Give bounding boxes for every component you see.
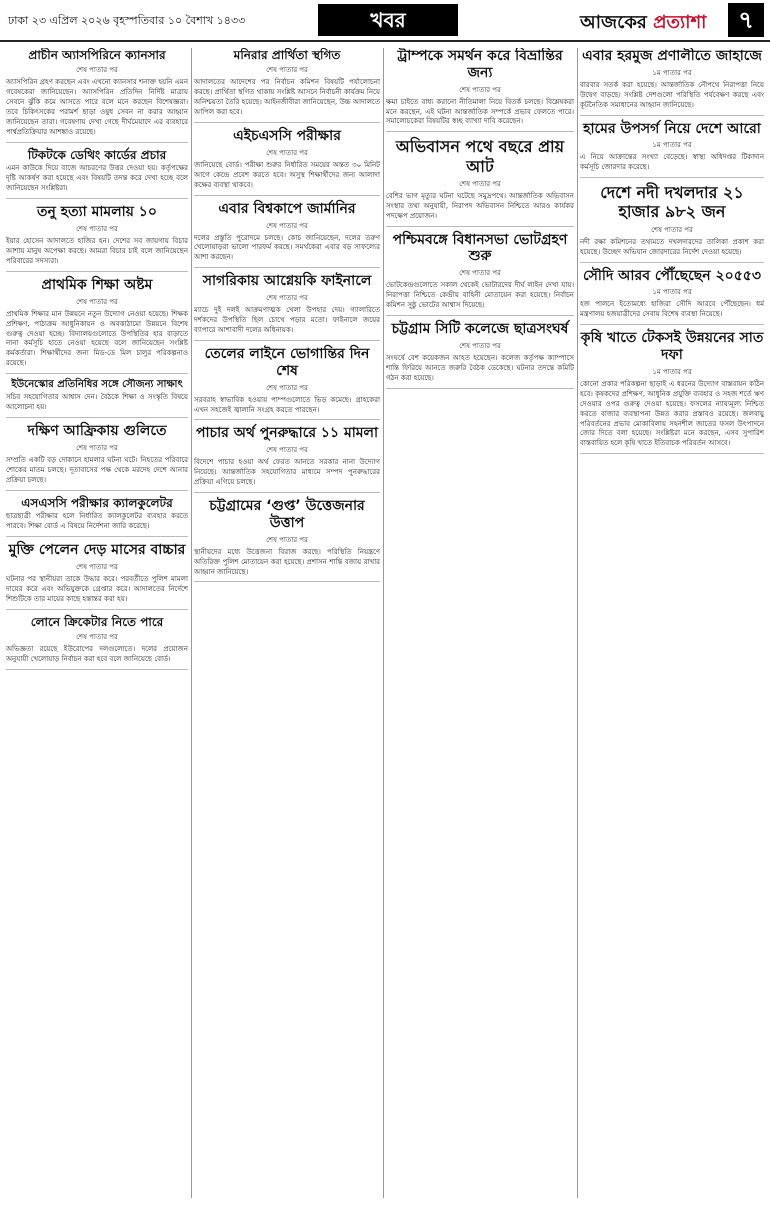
story-body: ভোটকেন্দ্রগুলোতে সকাল থেকেই ভোটারদের দীর্ঘ লাইন দেখা যায়। নিরাপত্তা নিশ্চিতে কেন্দ্রীয় বাহিনী মোতায়েন করা হয়েছে। নির্বাচন কমিশন সুষ্ঠু ভোটের আশ্বাস দিয়েছে। [386,281,574,310]
story-body: প্রাথমিক শিক্ষার মান উন্নয়নে নতুন উদ্যোগ নেওয়া হয়েছে। শিক্ষক প্রশিক্ষণ, পাঠ্যক্রম আধুনিকায়ন ও অবকাঠামো উন্নয়নে বিশেষ গুরুত্ব দেওয়া হচ্ছে। বিদ্যালয়গুলোতে উপস্থিতির হার বাড়াতে নানা কর্মসূচি হাতে নেওয়া হয়েছে বলে জানিয়েছেন সংশ্লিষ্ট কর্মকর্তারা। শিক্ষার্থীদের জন্য মিড-ডে মিল চালুর পরিকল্পনাও রয়েছে। [6,309,188,368]
story-body: হজ পালনে ইতোমধ্যে হাজিরা সৌদি আরবে পৌঁছেছেন। ধর্ম মন্ত্রণালয় হজযাত্রীদের সেবায় বিশেষ ব্যবস্থা নিয়েছে। [580,300,764,319]
headline: ট্রাম্পকে সমর্থন করে বিভ্রান্তির জন্য [397,48,563,81]
story-body: কোনো প্রকার পরিকল্পনা ছাড়াই এ ধরনের উদ্যোগ বাস্তবায়ন কঠিন হবে। কৃষকদের প্রশিক্ষণ, আধুনিক প্রযুক্তি ব্যবহার ও সহজ শর্তে ঋণ দেওয়ার ওপর গুরুত্ব দেওয়া হয়েছে। ফসলের ন্যায্যমূল্য নিশ্চিত করতে বাজার ব্যবস্থাপনা উন্নত করার প্রস্তাবও রয়েছে। জলবায়ু পরিবর্তনের প্রভাব মোকাবিলায় সহনশীল জাতের ফসল উৎপাদনে জোর দিতে বলা হয়েছে। সংশ্লিষ্টরা মনে করছেন, এসব সুপারিশ বাস্তবায়িত হলে কৃষি খাতে ইতিবাচক পরিবর্তন আসবে। [580,379,764,448]
story-body: দলের প্রস্তুতি পুরোদমে চলছে। কোচ জানিয়েছেন, দলের তরুণ খেলোয়াড়রা ভালো পারফর্ম করছে। সমর্থকেরা এবার বড় সাফল্যের আশা করছেন। [194,233,380,262]
byline: শেষ পাতার পর [459,85,501,94]
story-hajj-saudi [580,268,764,326]
story-unesco [6,379,188,418]
story-germany-worldcup [194,201,380,269]
story-south-africa [6,423,188,491]
section-title: খবর [318,4,458,36]
headline: তনু হত্যা মামলায় ১০ [37,204,157,221]
story-city-college-clash [386,321,574,389]
story-hsc-exam [194,128,380,196]
headline: তেলের লাইনে ভোগান্তির দিন শেষ [204,345,370,379]
headline: সৌদি আরব পৌঁছেছেন ২০৫৫৩ [583,267,761,284]
headline: এবার হরমুজ প্রণালীতে জাহাজে [582,48,762,64]
headline: ইউনেস্কোর প্রতিনিধির সঙ্গে সৌজন্য সাক্ষাৎ [11,379,183,391]
masthead [0,0,770,42]
headline: দক্ষিণ আফ্রিকায় গুলিতে [27,423,167,440]
column-1 [6,48,188,1198]
byline: শেষ পাতার পর [76,225,118,234]
byline: শেষ পাতার পর [459,341,501,350]
story-sagarika-final [194,273,380,341]
byline: শেষ পাতার পর [76,66,118,75]
column-4 [580,48,764,1198]
story-body: নদী রক্ষা কমিশনের তথ্যমতে দখলদারদের তালিকা প্রকাশ করা হয়েছে। উচ্ছেদ অভিযান জোরদারের নির্দেশ দেওয়া হয়েছে। [580,237,764,256]
story-body: ছাত্রছাত্রী পরীক্ষার হলে নির্ধারিত ক্যালকুলেটর ব্যবহার করতে পারবে। শিক্ষা বোর্ড এ বিষয়ে নির্দেশনা জারি করেছে। [6,512,188,531]
headline: পশ্চিমবঙ্গে বিধানসভা ভোটগ্রহণ শুরু [392,231,568,265]
byline: শেষ পাতার পর [76,562,118,571]
byline: শেষ পাতার পর [266,148,308,157]
byline: শেষ পাতার পর [76,443,118,452]
headline: চট্টগ্রাম সিটি কলেজে ছাত্রসংঘর্ষ [391,321,569,337]
story-body: বিদেশে পাচার হওয়া অর্থ ফেরত আনতে সরকার নানা উদ্যোগ নিয়েছে। আন্তর্জাতিক সহযোগিতার মাধ্যমে সম্পদ পুনরুদ্ধারের প্রক্রিয়া এগিয়ে চলছে। [194,458,380,487]
headline: এইচএসসি পরীক্ষার [233,128,341,145]
story-body: সংঘর্ষে বেশ কয়েকজন আহত হয়েছেন। কলেজ কর্তৃপক্ষ ক্যাম্পাসে শান্তি ফিরিয়ে আনতে জরুরি বৈঠক ডেকেছে। ঘটনার তদন্তে কমিটি গঠন করা হয়েছে। [386,353,574,382]
column-divider [383,48,384,1198]
headline: হামের উপসর্গ নিয়ে দেশে আরো [583,120,761,137]
story-tiktok [6,148,188,199]
story-body: স্থানীয়দের মধ্যে উত্তেজনা বিরাজ করছে। পরিস্থিতি নিয়ন্ত্রণে অতিরিক্ত পুলিশ মোতায়েন করা হয়েছে। প্রশাসন শান্তি বজায় রাখার আহ্বান জানিয়েছে। [194,547,380,576]
story-monira-candidacy [194,48,380,123]
story-body: জানিয়েছে বোর্ড। পরীক্ষা শুরুর নির্ধারিত সময়ের অন্তত ৩০ মিনিট আগে কেন্দ্রে প্রবেশ করতে হবে। অসুস্থ শিক্ষার্থীদের জন্য আলাদা কক্ষের ব্যবস্থা থাকবে। [194,160,380,189]
headline: দেশে নদী দখলদার ২১ হাজার ৯৮২ জন [600,183,744,222]
headline: প্রাচীন অ্যাসপিরিনে ক্যানসার [28,48,166,62]
byline: ১ম পাতার পর [652,288,692,297]
story-body: এমন কাউকে দিয়ে বাজে আচরণের উত্তর দেওয়া হয়। কর্তৃপক্ষের দৃষ্টি আকর্ষণ করা হয়েছে এবং বিষয়টি তদন্ত করে দেখা হচ্ছে বলে জানিয়েছেন সংশ্লিষ্টরা। [6,164,188,193]
byline: ১ম পাতার পর [652,141,692,150]
logo-part-1: আজকের [580,12,654,33]
headline: অভিবাসন পথে বছরে প্রায় আট [395,137,565,176]
story-body: সম্প্রতি একটি বড় দোকানে হামলার ঘটনা ঘটে। নিহতের পরিবারে শোকের মাতম চলছে। দূতাবাসের পক্ষ থেকে মরদেহ দেশে আনার প্রক্রিয়া চলছে। [6,455,188,484]
byline: শেষ পাতার পর [651,225,693,234]
story-river-grabbers [580,183,764,262]
story-body: সচিব সহযোগিতার আশ্বাস দেন। বৈঠকে শিক্ষা ও সংস্কৃতি বিষয়ে আলোচনা হয়। [6,393,188,412]
byline: শেষ পাতার পর [76,297,118,306]
story-body: ক্ষমা চাইতে বাধ্য করানো নীতিমালা নিয়ে বিতর্ক চলছে। বিশ্লেষকরা মনে করছেন, এই ঘটনা আন্তর্জাতিক সম্পর্কে প্রভাব ফেলতে পারে। সমালোচকেরা বিষয়টির স্বচ্ছ ব্যাখ্যা দাবি করেছেন। [386,97,574,126]
story-body: ইয়ার হোসেন আদালতে হাজির হন। দেশের সব জায়গায় বিচার আশায় মানুষ অপেক্ষা করছে। আমরা বিচার চাই বলে জানিয়েছেন পরিবারের সদস্যরা। [6,237,188,265]
story-body: বারবার সতর্ক করা হয়েছে। আন্তর্জাতিক নৌপথে নিরাপত্তা নিয়ে উদ্বেগ বাড়ছে। সংশ্লিষ্ট দেশগুলো পরিস্থিতি পর্যবেক্ষণ করছে এবং কূটনৈতিক সমাধানের আহ্বান জানিয়েছে। [580,80,764,109]
story-chattogram-tension [194,498,380,582]
headline: প্রাথমিক শিক্ষা অষ্টম [41,276,153,293]
column-divider [191,48,192,1198]
story-primary-education [6,277,188,374]
headline: সাগরিকায় আগ্নেয়কি ফাইনালে [202,273,372,290]
byline: ১ম পাতার পর [652,367,692,376]
story-body: এ নিয়ে আক্রান্তের সংখ্যা বেড়েছে। স্বাস্থ্য অধিদপ্তর টিকাদান কর্মসূচি জোরদার করেছে। [580,153,764,172]
logo-part-2: প্রত্যাশা [653,12,707,33]
byline: শেষ পাতার পর [266,221,308,230]
headline: কৃষি খাতে টেকসই উন্নয়নের সাত দফা [580,330,764,363]
story-body: ঘটনার পর স্থানীয়রা তাকে উদ্ধার করে। পরবর্তীতে পুলিশ মামলা দায়ের করে এবং অভিযুক্তকে গ্রেপ্তার করে। আদালতের নির্দেশে শিশুটিকে তার মায়ের কাছে হস্তান্তর করা হয়। [6,574,188,603]
story-cricketer-loan [6,615,188,670]
story-fuel-line [194,346,380,420]
headline: টিকটকে ডেথিং কার্ডের প্রচার [27,148,167,163]
story-body: ম্যাচে দুই দলই আক্রমণাত্মক খেলা উপহার দেয়। গ্যালারিতে দর্শকদের উপস্থিতি ছিল চোখে পড়ার মতো। ফাইনালে জয়ের ব্যাপারে আশাবাদী দলের অধিনায়ক। [194,306,380,335]
headline: এসএসসি পরীক্ষার ক্যালকুলেটর [21,495,173,510]
headline: চট্টগ্রামের ‘গুপ্ত’ উত্তেজনার উত্তাপ [209,498,365,531]
story-body: অভিজ্ঞতা রয়েছে ইউরোপের দলগুলোতে। দলের প্রয়োজন অনুযায়ী খেলোয়াড় নির্বাচন করা হবে বলে জানিয়েছে বোর্ড। [6,645,188,663]
story-aspirin-cancer [6,48,188,143]
story-money-laundering [194,425,380,493]
story-tanu-murder [6,204,188,272]
headline: পাচার অর্থ পুনরুদ্ধারে ১১ মামলা [195,425,379,442]
byline: শেষ পাতার পর [459,269,501,278]
column-3 [386,48,574,1198]
page-number: ৭ [728,3,764,37]
column-divider [577,48,578,1198]
column-2 [194,48,380,1198]
byline: শেষ পাতার পর [266,535,308,544]
headline: এবার বিশ্বকাপে জার্মানির [218,200,356,217]
story-body: সরবরাহ স্বাভাবিক হওয়ায় পাম্পগুলোতে ভিড় কমেছে। গ্রাহকেরা এখন সহজেই জ্বালানি সংগ্রহ করতে পারছেন। [194,395,380,414]
story-agriculture [580,330,764,454]
story-trump [386,48,574,132]
newspaper-logo [580,8,706,39]
story-ssc-calculator [6,496,188,537]
headline: লোনে ক্রিকেটার নিতে পারে [30,614,164,629]
byline: শেষ পাতার পর [266,294,308,303]
story-body: অ্যাসপিরিন গ্রহণ করছেন এবং এখনো ক্যানসার শনাক্ত হয়নি এমন গবেষকেরা জানিয়েছেন। অ্যাসপিরিন প্রতিদিন নির্দিষ্ট মাত্রায় সেবনে ঝুঁকি কমে আসতে পারে বলে মনে করছেন বিশেষজ্ঞরা। তবে চিকিৎসকের পরামর্শ ছাড়া ওষুধ সেবন না করার আহ্বান জানিয়েছেন তারা। গবেষণায় দেখা গেছে দীর্ঘমেয়াদে এর ব্যবহারে পার্শ্বপ্রতিক্রিয়ার আশঙ্কাও রয়েছে। [6,78,188,137]
byline: শেষ পাতার পর [266,66,308,75]
byline: শেষ পাতার পর [459,179,501,188]
byline: ১ম পাতার পর [652,68,692,77]
story-hormuz [580,48,764,116]
headline: মনিরার প্রার্থিতা স্থগিত [233,48,341,62]
story-migration [386,137,574,226]
byline: শেষ পাতার পর [76,633,118,641]
byline: শেষ পাতার পর [266,383,308,392]
byline: শেষ পাতার পর [266,446,308,455]
headline: মুক্তি পেলেন দেড় মাসের বাচ্চার [8,542,186,558]
date-line: ঢাকা ২৩ এপ্রিল ২০২৬ বৃহস্পতিবার ১০ বৈশাখ ১৪৩৩ [8,14,246,27]
story-body: বেশির ভাগ মৃত্যুর ঘটনা ঘটেছে সমুদ্রপথে। আন্তর্জাতিক অভিবাসন সংস্থার তথ্য অনুযায়ী, নিরাপদ অভিবাসন নিশ্চিতে আরও কার্যকর পদক্ষেপ প্রয়োজন। [386,191,574,220]
story-west-bengal-election [386,232,574,316]
story-measles [580,121,764,179]
story-baby-freed [6,542,188,610]
story-body: আদালতের আদেশের পর নির্বাচন কমিশন বিষয়টি পর্যালোচনা করছে। প্রার্থিতা স্থগিত থাকায় সংশ্লিষ্ট আসনে নির্বাচনী কার্যক্রম নিয়ে অনিশ্চয়তা তৈরি হয়েছে। আইনজীবীরা জানিয়েছেন, উচ্চ আদালতে আপিল করা হবে। [194,78,380,117]
